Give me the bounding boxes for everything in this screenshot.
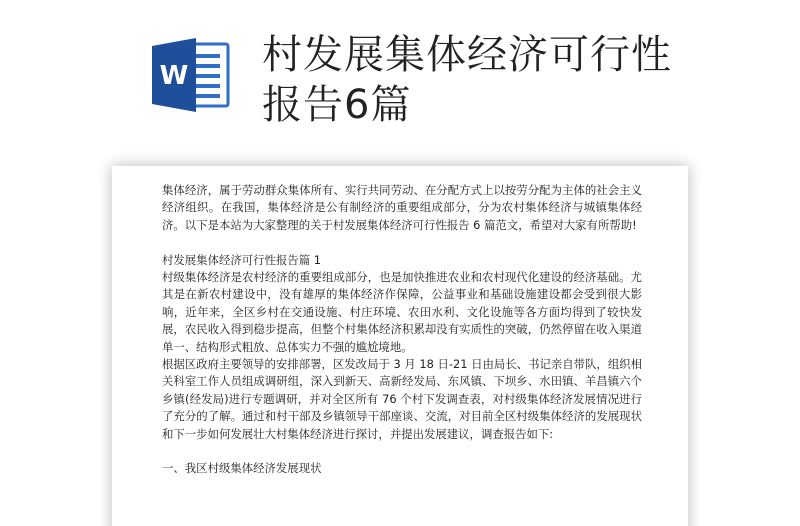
body-paragraph-1: 村级集体经济是农村经济的重要组成部分，也是加快推进农业和农村现代化建设的经济基础。尤其是在新农村建设中，没有雄厚的集体经济作保障，公益事业和基础设施建设都会受到很大影响，近年来，全区乡村在交通设施、村庄环境、农田水利、文化设施等各方面均得到了较快发展，农民收入得到稳步提高，但整个村集体经济积累却没有实质性的突破，仍然停留在收入渠道单一、结构形式粗放、总体实力不强的尴尬境地。: [162, 270, 642, 354]
svg-text:W: W: [159, 61, 189, 91]
intro-paragraph: 集体经济，属于劳动群众集体所有、实行共同劳动、在分配方式上以按劳分配为主体的社会主义经济组织。在我国，集体经济是公有制经济的重要组成部分，分为农村集体经济与城镇集体经济。以下是本站为大家整理的关于村发展集体经济可行性报告 6 篇范文，希望对大家有所帮助!: [162, 183, 642, 232]
document-page: [112, 166, 688, 526]
blank-line: [162, 443, 642, 460]
section-title: 村发展集体经济可行性报告篇 1: [162, 252, 321, 267]
body-paragraph-2: 根据区政府主要领导的安排部署，区发改局于 3 月 18 日-21 日由局长、书记亲自带队，组织相关科室工作人员组成调研组，深入到新天、高新经发局、东风镇、下坝乡、水田镇、羊昌镇六个乡镇(经发局)进行专题调研，并对全区所有 76 个村下发调查表，对村级集体经济发展情况进行了充分的了解。通过和村干部及乡镇领导干部座谈、交流，对目前全区村级集体经济的发展现状和下一步如何发展壮大村集体经济进行探讨，并提出发展建议，调查报告如下:: [162, 357, 642, 441]
word-icon: [150, 36, 230, 114]
document-body: [162, 182, 642, 478]
blank-line: [162, 234, 642, 251]
page-title: 村发展集体经济可行性报告6篇: [262, 32, 672, 128]
heading-1: 一、我区村级集体经济发展现状: [162, 461, 322, 476]
